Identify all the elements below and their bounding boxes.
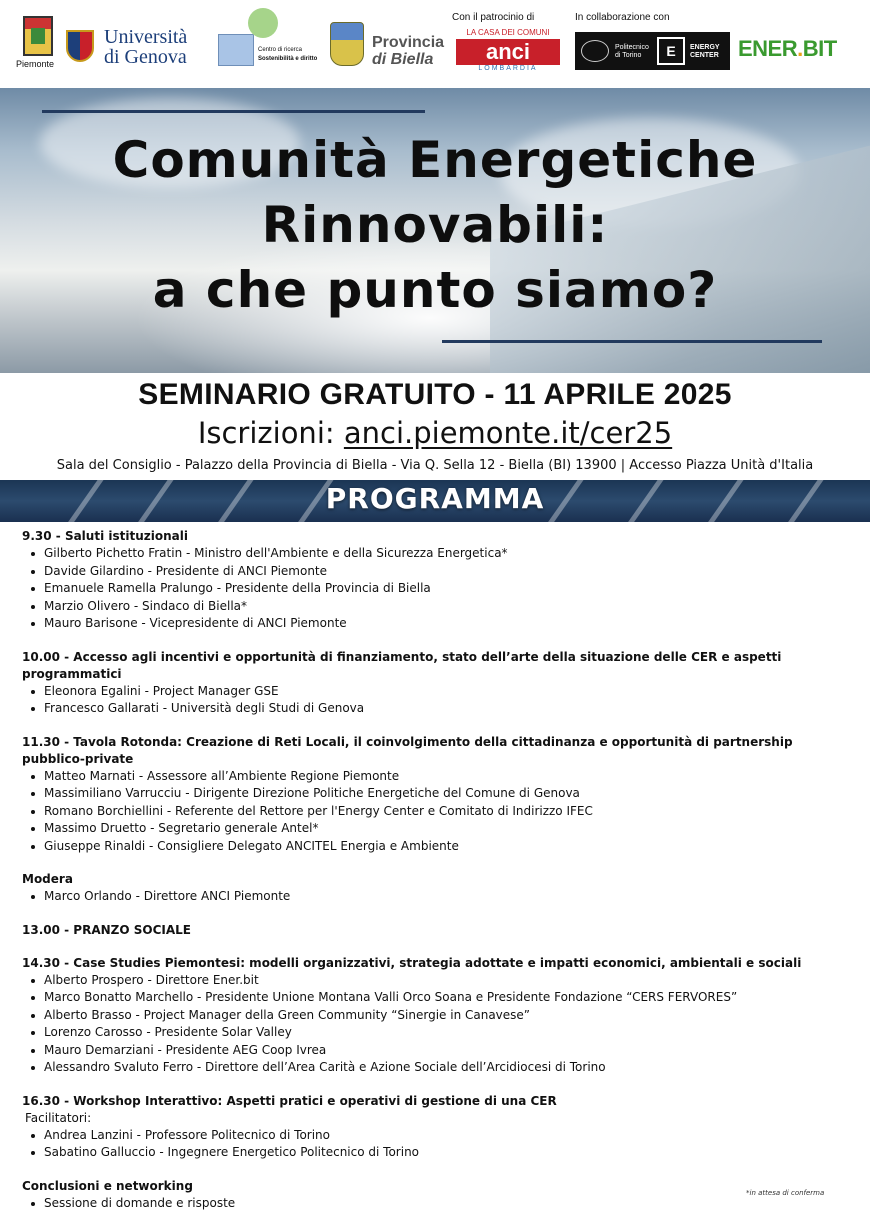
speaker-item: Sabatino Galluccio - Ingegnere Energetico Politecnico di Torino	[22, 1144, 842, 1162]
hero-title-line2: Rinnovabili:	[261, 196, 609, 254]
speaker-item: Mauro Demarziani - Presidente AEG Coop Ivrea	[22, 1042, 842, 1060]
program-section	[22, 1178, 842, 1213]
patrocinio-caption: Con il patrocinio di	[452, 12, 535, 23]
polito-line1: Politecnico	[615, 44, 649, 51]
seminar-date: SEMINARIO GRATUITO - 11 APRILE 2025	[138, 378, 732, 411]
speaker-item: Massimo Druetto - Segretario generale Antel*	[22, 820, 842, 838]
tower-icon	[23, 16, 53, 56]
speaker-list	[22, 1195, 842, 1213]
section-heading: 14.30 - Case Studies Piemontesi: modelli organizzativi, strategia adottate e impatti economici, ambientali e sociali	[22, 955, 802, 970]
program-section	[22, 871, 842, 906]
square-icon	[218, 34, 254, 66]
section-heading: 13.00 - PRANZO SOCIALE	[22, 922, 191, 937]
speaker-item: Eleonora Egalini - Project Manager GSE	[22, 683, 842, 701]
polito-energy-logo	[575, 32, 730, 70]
speaker-item: Lorenzo Carosso - Presidente Solar Valley	[22, 1024, 842, 1042]
polito-line2: di Torino	[615, 52, 642, 59]
speaker-item: Gilberto Pichetto Fratin - Ministro dell'Ambiente e della Sicurezza Energetica*	[22, 545, 842, 563]
enerbit-end: BIT	[802, 36, 837, 61]
programma-title: PROGRAMMA	[325, 482, 545, 515]
section-heading: Conclusioni e networking	[22, 1178, 193, 1193]
program-section	[22, 649, 842, 718]
provincia-biella-logo	[330, 20, 445, 72]
logo-bar	[0, 0, 870, 88]
hero-title-line3: a che punto siamo?	[152, 261, 718, 319]
enerbit-main: ENER	[738, 36, 798, 61]
section-heading: 11.30 - Tavola Rotonda: Creazione di Reti Locali, il coinvolgimento della cittadinanza e opportunità di partnership pubblico-private	[22, 734, 793, 766]
anci-lombardia-logo	[456, 28, 560, 78]
section-heading: 10.00 - Accesso agli incentivi e opportunità di finanziamento, stato dell’arte della situazione delle CER e aspetti programmatici	[22, 649, 782, 681]
speaker-list	[22, 1127, 842, 1162]
decor-line-bottom	[442, 340, 822, 343]
crest-icon	[330, 22, 364, 66]
shield-icon	[66, 30, 94, 62]
program-section	[22, 528, 842, 633]
collab-caption: In collaborazione con	[575, 12, 670, 23]
speaker-item: Davide Gilardino - Presidente di ANCI Piemonte	[22, 563, 842, 581]
section-heading: 16.30 - Workshop Interattivo: Aspetti pratici e operativi di gestione di una CER	[22, 1093, 557, 1108]
speaker-item: Marco Bonatto Marchello - Presidente Unione Montana Valli Orco Soana e Presidente Fondazione “CERS FERVORES”	[22, 989, 842, 1007]
venue-text: Sala del Consiglio - Palazzo della Provincia di Biella - Via Q. Sella 12 - Biella (BI) 13900 | Accesso Piazza Unità d'Italia	[56, 458, 814, 473]
energy-line2: CENTER	[690, 52, 719, 59]
program-section	[22, 922, 842, 939]
speaker-item: Francesco Gallarati - Università degli Studi di Genova	[22, 700, 842, 718]
anci-piemonte-logo	[18, 14, 58, 72]
speaker-list	[22, 545, 842, 633]
collaborazione-block	[575, 12, 735, 72]
footnote: *in attesa di conferma	[746, 1189, 825, 1197]
unige-line2: di Genova	[104, 46, 187, 68]
decor-line-top	[42, 110, 425, 113]
speaker-item: Emanuele Ramella Pralungo - Presidente della Provincia di Biella	[22, 580, 842, 598]
signup-label: Iscrizioni:	[197, 416, 335, 450]
speaker-item: Romano Borchiellini - Referente del Rettore per l'Energy Center e Comitato di Indirizzo IFEC	[22, 803, 842, 821]
speaker-item: Mauro Barisone - Vicepresidente di ANCI Piemonte	[22, 615, 842, 633]
speaker-list	[22, 768, 842, 856]
speaker-list	[22, 972, 842, 1077]
section-heading: Modera	[22, 872, 73, 886]
energy-line1: ENERGY	[690, 44, 720, 51]
program-section	[22, 734, 842, 856]
program-section	[22, 1093, 842, 1162]
unige-logo	[66, 28, 216, 68]
speaker-item: Alberto Brasso - Project Manager della Green Community “Sinergie in Canavese”	[22, 1007, 842, 1025]
unige-line1: Università	[104, 26, 188, 48]
speaker-item: Marzio Olivero - Sindaco di Biella*	[22, 598, 842, 616]
speaker-item: Matteo Marnati - Assessore all’Ambiente Regione Piemonte	[22, 768, 842, 786]
hero-banner	[0, 88, 870, 373]
speaker-item: Marco Orlando - Direttore ANCI Piemonte	[22, 888, 842, 906]
biella-line1: Provincia	[372, 34, 445, 51]
centro-line2: Sostenibilità e diritto	[258, 56, 318, 62]
program-list	[22, 528, 842, 1212]
speaker-item: Alberto Prospero - Direttore Ener.bit	[22, 972, 842, 990]
patrocinio-block	[452, 12, 562, 72]
centro-line1: Centro di ricerca	[258, 47, 303, 53]
speaker-item: Giuseppe Rinaldi - Consigliere Delegato ANCITEL Energia e Ambiente	[22, 838, 842, 856]
program-section	[22, 955, 842, 1077]
enerbit-dot: .	[797, 36, 803, 61]
circle-icon	[248, 8, 278, 38]
anci-lombardia-sub: LOMBARDIA	[478, 65, 538, 72]
energy-center-mark: E	[657, 37, 685, 65]
speaker-list	[22, 683, 842, 718]
anci-piemonte-label: Piemonte	[16, 59, 55, 69]
speaker-item: Andrea Lanzini - Professore Politecnico di Torino	[22, 1127, 842, 1145]
anci-lombardia-top: LA CASA DEI COMUNI	[466, 28, 550, 37]
centro-ricerca-logo	[218, 8, 328, 70]
programma-band	[0, 480, 870, 522]
hero-title	[0, 128, 870, 323]
signup-link[interactable]: anci.piemonte.it/cer25	[343, 416, 673, 450]
section-subheading: Facilitatori:	[25, 1110, 92, 1125]
polito-seal-icon	[581, 40, 609, 62]
speaker-item: Massimiliano Varrucciu - Dirigente Direzione Politiche Energetiche del Comune di Genova	[22, 785, 842, 803]
biella-line2: di Biella	[372, 51, 434, 68]
hero-title-line1: Comunità Energetiche	[112, 131, 758, 189]
signup-line	[0, 416, 870, 450]
enerbit-logo	[738, 36, 858, 66]
speaker-list	[22, 888, 842, 906]
section-heading: 9.30 - Saluti istituzionali	[22, 529, 188, 543]
anci-lombardia-mark: anci	[456, 39, 560, 65]
speaker-item: Sessione di domande e risposte	[22, 1195, 842, 1213]
speaker-item: Alessandro Svaluto Ferro - Direttore dell’Area Carità e Azione Sociale dell’Arcidiocesi di Torino	[22, 1059, 842, 1077]
